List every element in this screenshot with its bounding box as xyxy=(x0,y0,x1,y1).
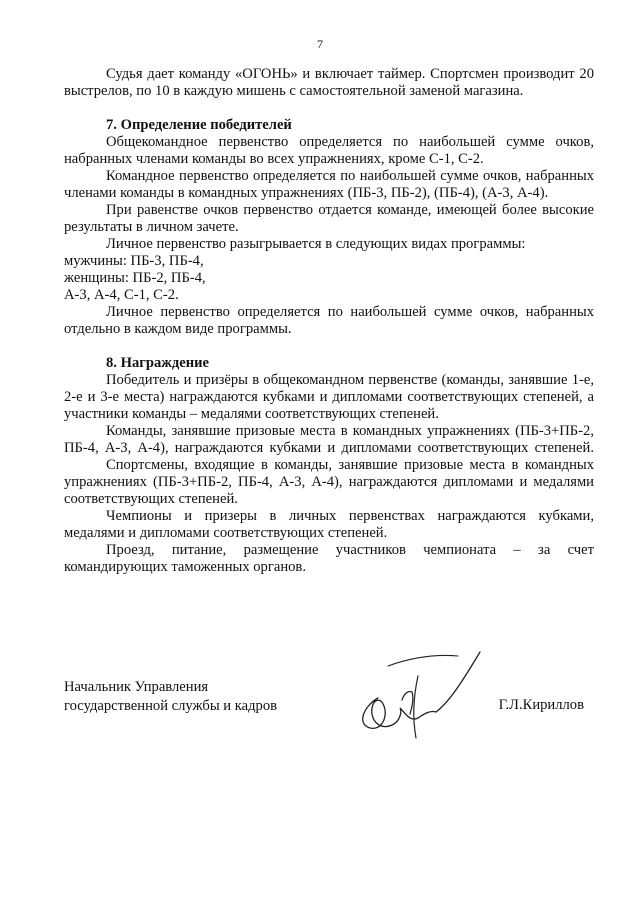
document-body xyxy=(64,66,594,576)
section-8-paragraph: Чемпионы и призеры в личных первенствах награждаются кубками, медалями и дипломами соответствующих степеней. xyxy=(64,508,594,541)
section-7-paragraph: Личное первенство разыгрывается в следующих видах программы: xyxy=(106,236,526,252)
signatory-title xyxy=(64,678,277,716)
program-list-item: женщины: ПБ-2, ПБ-4, xyxy=(64,270,206,286)
section-8-heading: 8. Награждение xyxy=(106,355,210,371)
section-7-paragraph: Командное первенство определяется по наибольшей сумме очков, набранных членами команды в командных упражнениях (ПБ-3, ПБ-2), (ПБ-4), (А-3, А-4). xyxy=(64,168,594,201)
section-7-paragraph: Общекомандное первенство определяется по наибольшей сумме очков, набранных членами команды во всех упражнениях, кроме С-1, С-2. xyxy=(64,134,594,167)
section-8-paragraph: Победитель и призёры в общекомандном первенстве (команды, занявшие 1-е, 2-е и 3-е места) награждаются кубками и дипломами соответствующих степеней, а участники команды – медалями соответствующих степеней. xyxy=(64,372,594,422)
program-list-item: А-3, А-4, С-1, С-2. xyxy=(64,287,179,303)
section-7-paragraph: Личное первенство определяется по наибольшей сумме очков, набранных отдельно в каждом виде программы. xyxy=(64,304,594,337)
section-8-paragraph: Команды, занявшие призовые места в командных упражнениях (ПБ-3+ПБ-2, ПБ-4, А-3, А-4), награждаются кубками и дипломами соответствующих степеней. xyxy=(64,423,594,456)
signatory-title-line: Начальник Управления xyxy=(64,679,209,695)
signatory-title-line: государственной службы и кадров xyxy=(64,698,278,714)
handwritten-signature xyxy=(340,636,490,746)
section-8-paragraph: Проезд, питание, размещение участников чемпионата – за счет командирующих таможенных органов. xyxy=(64,542,594,575)
section-8-paragraph: Спортсмены, входящие в команды, занявшие призовые места в командных упражнениях (ПБ-3+ПБ-2, ПБ-4, А-3, А-4), награждаются дипломами и медалями соответствующих степеней. xyxy=(64,457,594,507)
program-list-item: мужчины: ПБ-3, ПБ-4, xyxy=(64,253,204,269)
page-number: 7 xyxy=(317,37,323,51)
section-7-heading: 7. Определение победителей xyxy=(106,117,292,133)
signatory-name: Г.Л.Кириллов xyxy=(498,697,584,713)
intro-paragraph: Судья дает команду «ОГОНЬ» и включает таймер. Спортсмен производит 20 выстрелов, по 10 в каждую мишень с самостоятельной заменой магазина. xyxy=(64,66,594,99)
section-7-paragraph: При равенстве очков первенство отдается команде, имеющей более высокие результаты в личном зачете. xyxy=(64,202,594,235)
